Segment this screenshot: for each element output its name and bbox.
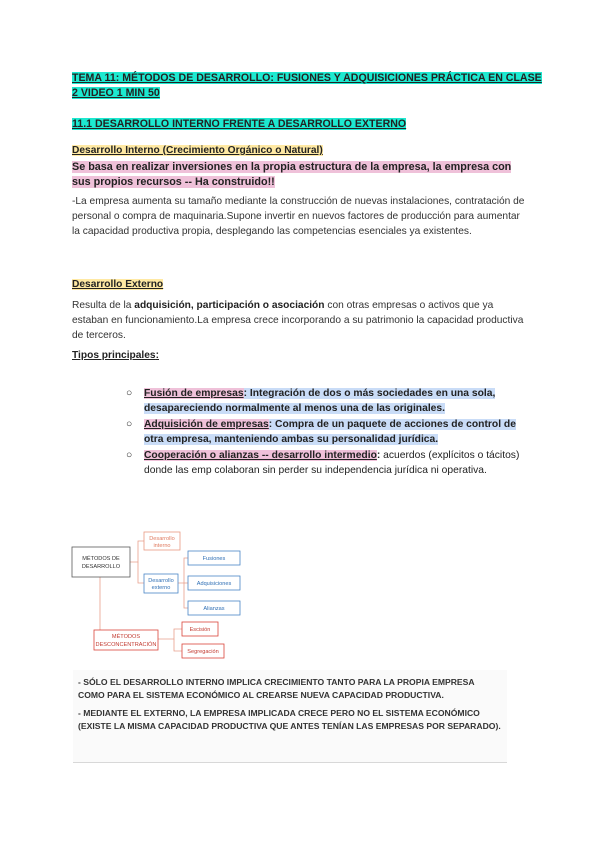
diagram-desc-line1: MÉTODOS (111, 634, 141, 640)
tipo-term: Adquisición de empresas (144, 419, 269, 430)
diagram-adquisiciones-label: Adquisiciones (196, 581, 232, 587)
diagram-externo-line2: externo (151, 585, 171, 591)
interno-definition: Se basa en realizar inversiones en la propia estructura de la empresa, la empresa con sus propios recursos -- Ha construido!! (72, 161, 512, 188)
list-item: ○ Cooperación o alianzas -- desarrollo intermedio: acuerdos (explícitos o tácitos) donde las emp colaboran sin perder su independencia jurídica ni operativa. (126, 450, 520, 476)
diagram-interno-line2: interno (153, 543, 171, 549)
tipos-heading: Tipos principales: (72, 350, 160, 361)
diagram-root-node (72, 547, 130, 577)
tipo-term: Cooperación o alianzas -- desarrollo intermedio (144, 450, 377, 461)
diagram-desc-line2: DESCONCENTRACIÓN (95, 642, 157, 648)
externo-heading: Desarrollo Externo (72, 279, 164, 290)
circle-bullet-icon: ○ (126, 388, 133, 399)
diagram-externo-line1: Desarrollo (148, 578, 174, 584)
diagram-fusiones-label: Fusiones (202, 556, 226, 562)
tipo-term: Fusión de empresas (144, 388, 244, 399)
circle-bullet-icon: ○ (126, 450, 133, 461)
circle-bullet-icon: ○ (126, 419, 133, 430)
diagram-root-line1: MÉTODOS DE (82, 556, 120, 562)
notes (78, 676, 503, 732)
diagram-root-line2: DESARROLLO (81, 564, 121, 570)
note-1: - SÓLO EL DESARROLLO INTERNO IMPLICA CRECIMIENTO TANTO PARA LA PROPIA EMPRESA COMO PARA EL SISTEMA ECONÓMICO AL CREARSE NUEVA CAPACIDAD PRODUCTIVA. (78, 677, 475, 700)
section-heading: 11.1 DESARROLLO INTERNO FRENTE A DESARROLLO EXTERNO (72, 118, 407, 130)
diagram-alianzas-label: Alianzas (203, 606, 225, 612)
interno-description: -La empresa aumenta su tamaño mediante la construcción de nuevas instalaciones, contratación de personal o compra de maquinaria.Supone invertir en nuevos factores de producción para aumentar la capacidad productiva propia, desplegando las competencias esenciales ya existentes. (72, 196, 525, 237)
interno-heading: Desarrollo Interno (Crecimiento Orgánico o Natural) (72, 145, 323, 156)
methods-diagram (70, 528, 260, 668)
tipos-list (126, 386, 526, 479)
diagram-interno-line1: Desarrollo (149, 536, 175, 542)
diagram-segregacion-label: Segregación (187, 649, 219, 655)
externo-description: Resulta de la adquisición, participación o asociación con otras empresas o activos que ya estaban en funcionamiento.La empresa crece incorporando a su patrimonio la capacidad productiva de terceros. (72, 300, 524, 341)
note-2: - MEDIANTE EL EXTERNO, LA EMPRESA IMPLICADA CRECE PERO NO EL SISTEMA ECONÓMICO (EXISTE LA MISMA CAPACIDAD PRODUCTIVA QUE ANTES TENÍAN LAS EMPRESAS POR SEPARADO). (78, 708, 501, 731)
diagram-escision-label: Escisión (189, 627, 211, 633)
list-item: ○ Fusión de empresas: Integración de dos o más sociedades en una sola, desapareciendo normalmente al menos una de las originales. (126, 388, 496, 414)
list-item: ○ Adquisición de empresas: Compra de un paquete de acciones de control de otra empresa, manteniendo ambas su personalidad jurídica. (126, 419, 516, 445)
document-title: TEMA 11: MÉTODOS DE DESARROLLO: FUSIONES Y ADQUISICIONES PRÁCTICA EN CLASE 2 VIDEO 1 MIN 50 (72, 72, 542, 99)
